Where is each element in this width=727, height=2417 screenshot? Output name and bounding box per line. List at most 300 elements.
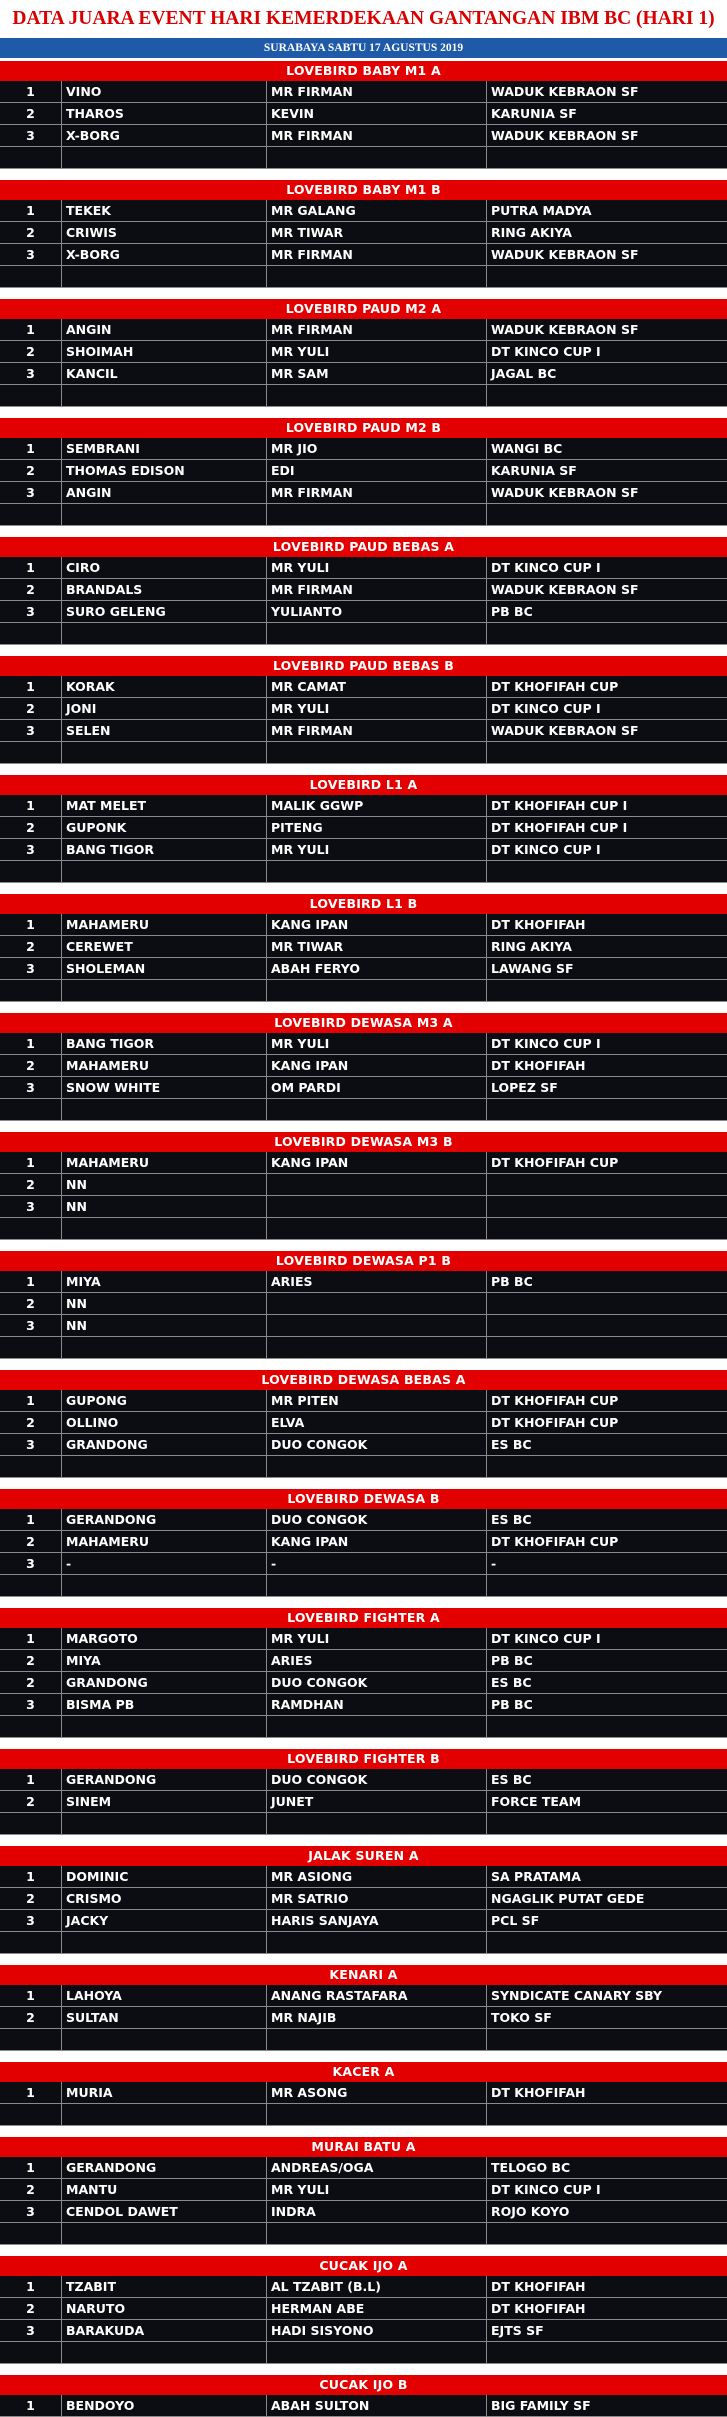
owner-cell: ANANG RASTAFARA — [267, 1985, 487, 2006]
owner-cell: MR YULI — [267, 1628, 487, 1649]
bird-name-cell: GERANDONG — [62, 1769, 267, 1790]
owner-cell: - — [267, 1553, 487, 1574]
rank-cell: 1 — [0, 319, 62, 340]
bird-name-cell: BANG TIGOR — [62, 1033, 267, 1054]
rank-cell: 2 — [0, 1293, 62, 1314]
owner-cell: MR FIRMAN — [267, 720, 487, 741]
table-row — [0, 914, 727, 936]
team-cell: WADUK KEBRAON SF — [491, 128, 639, 143]
event-date-banner: SURABAYA SABTU 17 AGUSTUS 2019 — [0, 38, 727, 58]
owner-cell: JUNET — [267, 1791, 487, 1812]
table-row — [0, 1390, 727, 1412]
owner-cell: MR FIRMAN — [267, 125, 487, 146]
owner-cell — [267, 2104, 487, 2125]
table-row — [0, 1553, 727, 1575]
owner-cell: KANG IPAN — [267, 914, 487, 935]
rank-cell — [0, 385, 62, 406]
bird-name-cell — [62, 2104, 267, 2125]
table-row — [0, 1218, 727, 1240]
bird-name-cell: JONI — [62, 698, 267, 719]
table-row — [0, 1337, 727, 1359]
rank-cell: 2 — [0, 1791, 62, 1812]
bird-name-cell — [62, 861, 267, 882]
bird-name-cell: GRANDONG — [62, 1434, 267, 1455]
team-cell: WADUK KEBRAON SF — [491, 247, 639, 262]
bird-name-cell: KORAK — [62, 676, 267, 697]
section-spacer — [0, 2364, 727, 2375]
rank-cell: 2 — [0, 1174, 62, 1195]
table-row — [0, 2201, 727, 2223]
team-cell: LOPEZ SF — [491, 1080, 558, 1095]
table-row — [0, 147, 727, 169]
category-header: LOVEBIRD L1 A — [0, 775, 727, 795]
table-row — [0, 601, 727, 623]
page-title: DATA JUARA EVENT HARI KEMERDEKAAN GANTANGAN IBM BC (HARI 1) — [12, 8, 715, 29]
rank-cell: 2 — [0, 460, 62, 481]
owner-cell — [267, 1293, 487, 1314]
team-cell: WADUK KEBRAON SF — [491, 84, 639, 99]
table-row — [0, 698, 727, 720]
bird-name-cell — [62, 147, 267, 168]
team-cell: ES BC — [491, 1675, 532, 1690]
category-header: KENARI A — [0, 1965, 727, 1985]
rank-cell: 1 — [0, 1628, 62, 1649]
team-cell: LAWANG SF — [491, 961, 574, 976]
section-spacer — [0, 407, 727, 418]
bird-name-cell — [62, 2342, 267, 2363]
category-header: KACER A — [0, 2062, 727, 2082]
table-row — [0, 1769, 727, 1791]
table-row — [0, 676, 727, 698]
rank-cell — [0, 2029, 62, 2050]
table-row — [0, 1077, 727, 1099]
owner-cell: MR FIRMAN — [267, 319, 487, 340]
rank-cell: 3 — [0, 1910, 62, 1931]
bird-name-cell: X-BORG — [62, 125, 267, 146]
team-cell: NGAGLIK PUTAT GEDE — [491, 1891, 645, 1906]
rank-cell — [0, 2342, 62, 2363]
bird-name-cell: SEMBRANI — [62, 438, 267, 459]
bird-name-cell: NN — [62, 1174, 267, 1195]
rank-cell: 1 — [0, 1271, 62, 1292]
owner-cell — [267, 147, 487, 168]
table-row — [0, 1531, 727, 1553]
table-row — [0, 1152, 727, 1174]
team-cell — [487, 504, 727, 525]
bird-name-cell — [62, 1813, 267, 1834]
bird-name-cell: BISMA PB — [62, 1694, 267, 1715]
table-row — [0, 2082, 727, 2104]
owner-cell — [267, 1932, 487, 1953]
bird-name-cell: - — [62, 1553, 267, 1574]
bird-name-cell: BANG TIGOR — [62, 839, 267, 860]
owner-cell: MR PITEN — [267, 1390, 487, 1411]
bird-name-cell: SELEN — [62, 720, 267, 741]
rank-cell: 1 — [0, 914, 62, 935]
table-row — [0, 125, 727, 147]
team-cell — [487, 1716, 727, 1737]
bird-name-cell: ANGIN — [62, 482, 267, 503]
table-row — [0, 839, 727, 861]
owner-cell — [267, 2029, 487, 2050]
owner-cell: HADI SISYONO — [267, 2320, 487, 2341]
bird-name-cell: TZABIT — [62, 2276, 267, 2297]
section-spacer — [0, 645, 727, 656]
bird-name-cell — [62, 1099, 267, 1120]
owner-cell: MR SAM — [267, 363, 487, 384]
owner-cell: MR ASIONG — [267, 1866, 487, 1887]
table-row — [0, 2179, 727, 2201]
owner-cell: HARIS SANJAYA — [267, 1910, 487, 1931]
section-spacer — [0, 1954, 727, 1965]
team-cell — [487, 1813, 727, 1834]
bird-name-cell: SURO GELENG — [62, 601, 267, 622]
rank-cell: 3 — [0, 1694, 62, 1715]
table-row — [0, 2157, 727, 2179]
bird-name-cell: CEREWET — [62, 936, 267, 957]
owner-cell: MALIK GGWP — [267, 795, 487, 816]
team-cell — [487, 861, 727, 882]
team-cell: DT KINCO CUP I — [491, 1036, 601, 1051]
team-cell: WADUK KEBRAON SF — [491, 485, 639, 500]
team-cell: DT KHOFIFAH — [491, 2085, 586, 2100]
rank-cell: 3 — [0, 1434, 62, 1455]
rank-cell: 1 — [0, 1509, 62, 1530]
rank-cell: 2 — [0, 1888, 62, 1909]
team-cell — [487, 1932, 727, 1953]
category-header: LOVEBIRD DEWASA M3 B — [0, 1132, 727, 1152]
bird-name-cell: MAHAMERU — [62, 914, 267, 935]
owner-cell: DUO CONGOK — [267, 1509, 487, 1530]
bird-name-cell: JACKY — [62, 1910, 267, 1931]
table-row — [0, 720, 727, 742]
table-row — [0, 742, 727, 764]
bird-name-cell: MIYA — [62, 1271, 267, 1292]
owner-cell: YULIANTO — [267, 601, 487, 622]
owner-cell — [267, 980, 487, 1001]
section-spacer — [0, 1835, 727, 1846]
table-row — [0, 2223, 727, 2245]
team-cell: WADUK KEBRAON SF — [491, 322, 639, 337]
owner-cell — [267, 1575, 487, 1596]
team-cell: KARUNIA SF — [491, 106, 577, 121]
team-cell: DT KINCO CUP I — [491, 701, 601, 716]
rank-cell: 1 — [0, 1985, 62, 2006]
team-cell — [487, 1218, 727, 1239]
owner-cell: OM PARDI — [267, 1077, 487, 1098]
table-row — [0, 1271, 727, 1293]
rank-cell: 2 — [0, 1055, 62, 1076]
table-row — [0, 1412, 727, 1434]
table-row — [0, 2029, 727, 2051]
owner-cell: DUO CONGOK — [267, 1769, 487, 1790]
rank-cell: 2 — [0, 2298, 62, 2319]
owner-cell: HERMAN ABE — [267, 2298, 487, 2319]
team-cell: PB BC — [491, 1697, 533, 1712]
owner-cell — [267, 1099, 487, 1120]
results-table — [0, 61, 727, 2417]
bird-name-cell — [62, 2029, 267, 2050]
owner-cell: MR FIRMAN — [267, 81, 487, 102]
table-row — [0, 817, 727, 839]
category-header: CUCAK IJO B — [0, 2375, 727, 2395]
rank-cell: 1 — [0, 676, 62, 697]
rank-cell: 2 — [0, 698, 62, 719]
owner-cell: ELVA — [267, 1412, 487, 1433]
team-cell: FORCE TEAM — [491, 1794, 582, 1809]
rank-cell: 3 — [0, 244, 62, 265]
bird-name-cell: SHOIMAH — [62, 341, 267, 362]
table-row — [0, 1716, 727, 1738]
table-row — [0, 2320, 727, 2342]
owner-cell: MR FIRMAN — [267, 579, 487, 600]
table-row — [0, 1174, 727, 1196]
section-spacer — [0, 288, 727, 299]
section-spacer — [0, 169, 727, 180]
team-cell — [487, 1337, 727, 1358]
bird-name-cell: GERANDONG — [62, 2157, 267, 2178]
team-cell: EJTS SF — [491, 2323, 544, 2338]
rank-cell: 1 — [0, 438, 62, 459]
rank-cell: 1 — [0, 2276, 62, 2297]
bird-name-cell — [62, 623, 267, 644]
bird-name-cell — [62, 385, 267, 406]
rank-cell — [0, 1813, 62, 1834]
table-row — [0, 958, 727, 980]
owner-cell — [267, 504, 487, 525]
owner-cell: MR YULI — [267, 1033, 487, 1054]
bird-name-cell — [62, 980, 267, 1001]
table-row — [0, 1315, 727, 1337]
rank-cell: 2 — [0, 1412, 62, 1433]
team-cell: KARUNIA SF — [491, 463, 577, 478]
bird-name-cell — [62, 1456, 267, 1477]
bird-name-cell: GRANDONG — [62, 1672, 267, 1693]
owner-cell — [267, 1716, 487, 1737]
section-spacer — [0, 1478, 727, 1489]
table-row — [0, 861, 727, 883]
bird-name-cell: OLLINO — [62, 1412, 267, 1433]
bird-name-cell: GUPONG — [62, 1390, 267, 1411]
team-cell: DT KHOFIFAH — [491, 2301, 586, 2316]
team-cell: DT KINCO CUP I — [491, 2182, 601, 2197]
rank-cell — [0, 861, 62, 882]
owner-cell: MR ASONG — [267, 2082, 487, 2103]
rank-cell: 2 — [0, 936, 62, 957]
table-row — [0, 579, 727, 601]
owner-cell: EDI — [267, 460, 487, 481]
team-cell: ES BC — [491, 1437, 532, 1452]
bird-name-cell: THAROS — [62, 103, 267, 124]
category-header: MURAI BATU A — [0, 2137, 727, 2157]
team-cell: DT KHOFIFAH CUP — [491, 679, 619, 694]
table-row — [0, 1650, 727, 1672]
rank-cell — [0, 1099, 62, 1120]
owner-cell: DUO CONGOK — [267, 1672, 487, 1693]
team-cell — [487, 623, 727, 644]
team-cell: SA PRATAMA — [491, 1869, 581, 1884]
bird-name-cell — [62, 742, 267, 763]
team-cell: ES BC — [491, 1512, 532, 1527]
section-spacer — [0, 2051, 727, 2062]
bird-name-cell: NN — [62, 1196, 267, 1217]
rank-cell: 2 — [0, 2007, 62, 2028]
table-row — [0, 1293, 727, 1315]
bird-name-cell: MANTU — [62, 2179, 267, 2200]
section-spacer — [0, 1121, 727, 1132]
rank-cell: 1 — [0, 1033, 62, 1054]
owner-cell — [267, 1813, 487, 1834]
bird-name-cell: THOMAS EDISON — [62, 460, 267, 481]
rank-cell: 3 — [0, 720, 62, 741]
owner-cell: MR CAMAT — [267, 676, 487, 697]
rank-cell: 3 — [0, 2320, 62, 2341]
rank-cell: 2 — [0, 1650, 62, 1671]
rank-cell: 2 — [0, 103, 62, 124]
owner-cell — [267, 1218, 487, 1239]
section-spacer — [0, 2245, 727, 2256]
bird-name-cell: BENDOYO — [62, 2395, 267, 2416]
bird-name-cell: MIYA — [62, 1650, 267, 1671]
category-header: LOVEBIRD DEWASA M3 A — [0, 1013, 727, 1033]
team-cell: DT KHOFIFAH CUP — [491, 1534, 619, 1549]
team-cell: RING AKIYA — [491, 225, 572, 240]
team-cell: RING AKIYA — [491, 939, 572, 954]
rank-cell: 1 — [0, 1769, 62, 1790]
rank-cell: 1 — [0, 557, 62, 578]
table-row — [0, 1055, 727, 1077]
table-row — [0, 244, 727, 266]
bird-name-cell: KANCIL — [62, 363, 267, 384]
category-header: CUCAK IJO A — [0, 2256, 727, 2276]
rank-cell: 3 — [0, 1553, 62, 1574]
team-cell: ES BC — [491, 1772, 532, 1787]
team-cell: PUTRA MADYA — [491, 203, 592, 218]
rank-cell — [0, 1218, 62, 1239]
rank-cell — [0, 2104, 62, 2125]
bird-name-cell — [62, 266, 267, 287]
owner-cell: MR TIWAR — [267, 936, 487, 957]
bird-name-cell: MURIA — [62, 2082, 267, 2103]
table-row — [0, 1866, 727, 1888]
rank-cell: 2 — [0, 579, 62, 600]
rank-cell: 2 — [0, 222, 62, 243]
team-cell — [487, 2029, 727, 2050]
owner-cell — [267, 742, 487, 763]
bird-name-cell: NN — [62, 1315, 267, 1336]
table-row — [0, 2395, 727, 2417]
table-row — [0, 936, 727, 958]
team-cell — [487, 147, 727, 168]
bird-name-cell: SINEM — [62, 1791, 267, 1812]
bird-name-cell: X-BORG — [62, 244, 267, 265]
bird-name-cell — [62, 504, 267, 525]
team-cell: DT KHOFIFAH CUP I — [491, 820, 628, 835]
rank-cell — [0, 1716, 62, 1737]
rank-cell: 1 — [0, 1390, 62, 1411]
table-row — [0, 460, 727, 482]
table-row — [0, 438, 727, 460]
team-cell — [487, 742, 727, 763]
owner-cell: KANG IPAN — [267, 1152, 487, 1173]
bird-name-cell: TEKEK — [62, 200, 267, 221]
owner-cell: MR SATRIO — [267, 1888, 487, 1909]
bird-name-cell — [62, 1575, 267, 1596]
bird-name-cell: MAHAMERU — [62, 1531, 267, 1552]
owner-cell: ABAH SULTON — [267, 2395, 487, 2416]
team-cell: DT KHOFIFAH CUP — [491, 1415, 619, 1430]
table-row — [0, 1434, 727, 1456]
bird-name-cell: CRISMO — [62, 1888, 267, 1909]
team-cell: DT KHOFIFAH — [491, 917, 586, 932]
team-cell: DT KINCO CUP I — [491, 344, 601, 359]
bird-name-cell: ANGIN — [62, 319, 267, 340]
bird-name-cell: BARAKUDA — [62, 2320, 267, 2341]
table-row — [0, 81, 727, 103]
rank-cell: 3 — [0, 125, 62, 146]
team-cell: DT KINCO CUP I — [491, 560, 601, 575]
owner-cell: MR YULI — [267, 557, 487, 578]
team-cell: WADUK KEBRAON SF — [491, 723, 639, 738]
bird-name-cell: MAHAMERU — [62, 1055, 267, 1076]
owner-cell: MR FIRMAN — [267, 482, 487, 503]
team-cell — [487, 1174, 727, 1195]
table-row — [0, 2342, 727, 2364]
rank-cell: 1 — [0, 2082, 62, 2103]
team-cell — [487, 980, 727, 1001]
team-cell: DT KHOFIFAH CUP — [491, 1155, 619, 1170]
owner-cell — [267, 861, 487, 882]
owner-cell: MR YULI — [267, 341, 487, 362]
table-row — [0, 1694, 727, 1716]
bird-name-cell: SULTAN — [62, 2007, 267, 2028]
rank-cell: 1 — [0, 200, 62, 221]
team-cell: DT KINCO CUP I — [491, 842, 601, 857]
team-cell: PB BC — [491, 1653, 533, 1668]
owner-cell: MR JIO — [267, 438, 487, 459]
bird-name-cell: MAT MELET — [62, 795, 267, 816]
owner-cell: KEVIN — [267, 103, 487, 124]
rank-cell — [0, 623, 62, 644]
rank-cell: 3 — [0, 363, 62, 384]
owner-cell — [267, 385, 487, 406]
rank-cell — [0, 980, 62, 1001]
team-cell — [487, 2223, 727, 2244]
owner-cell: MR TIWAR — [267, 222, 487, 243]
bird-name-cell: SHOLEMAN — [62, 958, 267, 979]
team-cell: ROJO KOYO — [491, 2204, 570, 2219]
category-header: JALAK SUREN A — [0, 1846, 727, 1866]
table-row — [0, 980, 727, 1002]
owner-cell: KANG IPAN — [267, 1531, 487, 1552]
rank-cell: 3 — [0, 1077, 62, 1098]
team-cell: JAGAL BC — [491, 366, 557, 381]
team-cell — [487, 1315, 727, 1336]
rank-cell: 3 — [0, 958, 62, 979]
team-cell — [487, 1196, 727, 1217]
table-row — [0, 1456, 727, 1478]
section-spacer — [0, 1359, 727, 1370]
owner-cell — [267, 1174, 487, 1195]
owner-cell: MR YULI — [267, 839, 487, 860]
owner-cell: MR NAJIB — [267, 2007, 487, 2028]
team-cell: BIG FAMILY SF — [491, 2398, 591, 2413]
table-row — [0, 1628, 727, 1650]
category-header: LOVEBIRD PAUD M2 B — [0, 418, 727, 438]
team-cell: DT KHOFIFAH — [491, 2279, 586, 2294]
section-spacer — [0, 1738, 727, 1749]
team-cell — [487, 1575, 727, 1596]
